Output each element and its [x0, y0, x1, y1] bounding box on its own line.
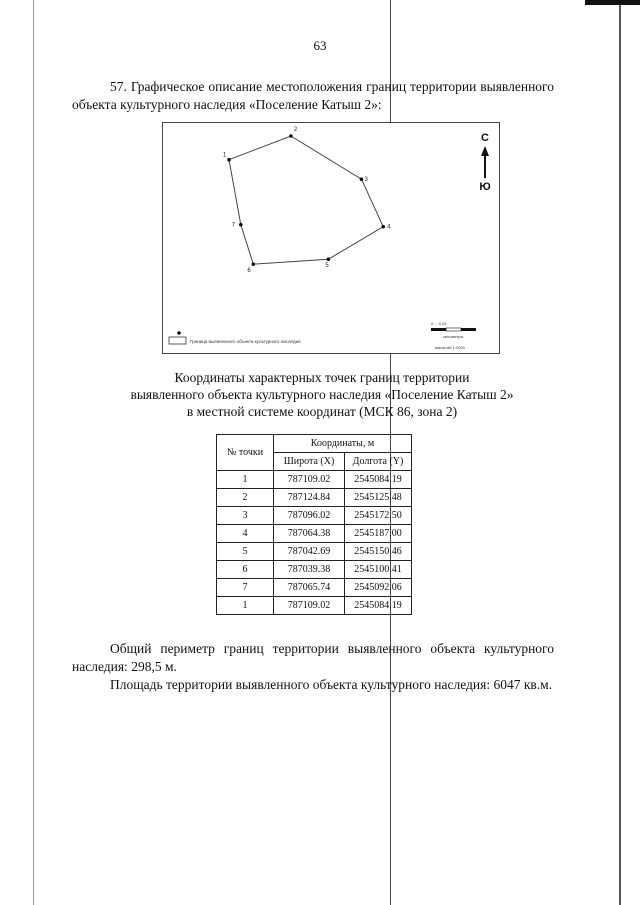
cell-x: 787042.69	[274, 543, 345, 561]
cell-y: 2545125.48	[345, 489, 412, 507]
cell-point: 1	[217, 597, 274, 615]
scale-bar-black	[431, 328, 446, 331]
scale-unit: километры	[443, 334, 464, 339]
point-label-1: 1	[223, 152, 227, 159]
legend-label: Граница выявленного объекта культурного наследия	[190, 339, 301, 344]
scan-line-right	[619, 0, 621, 905]
cell-point: 6	[217, 561, 274, 579]
section-heading: 57. Графическое описание местоположения границ территории выявленного объекта культурного наследия «Поселение Катыш 2»:	[72, 79, 554, 112]
cell-x: 787109.02	[274, 597, 345, 615]
south-label: Ю	[479, 181, 491, 193]
north-label: С	[481, 132, 489, 144]
cell-y: 2545150.46	[345, 543, 412, 561]
table-row	[217, 489, 412, 507]
scan-line-left	[33, 0, 34, 905]
table-row	[217, 597, 412, 615]
page-number: 63	[313, 38, 327, 53]
map-legend	[169, 331, 301, 344]
legend-point-symbol	[177, 331, 181, 335]
header-coords: Координаты, м	[274, 435, 412, 453]
table-row	[217, 507, 412, 525]
boundary-point-6	[252, 262, 256, 266]
cell-y: 2545092.06	[345, 579, 412, 597]
table-row	[217, 525, 412, 543]
header-y: Долгота (Y)	[345, 453, 412, 471]
point-label-7: 7	[231, 222, 236, 229]
point-label-5: 5	[325, 263, 329, 270]
point-label-3: 3	[364, 177, 368, 184]
caption-line-2: выявленного объекта культурного наследия «Поселение Катыш 2»	[130, 387, 514, 402]
cell-y: 2545084.19	[345, 597, 412, 615]
map-figure	[162, 122, 500, 354]
table-row	[217, 561, 412, 579]
legend-swatch	[169, 337, 186, 344]
header-point: № точки	[217, 435, 274, 471]
cell-y: 2545084.19	[345, 471, 412, 489]
cell-point: 4	[217, 525, 274, 543]
scan-corner-mark	[585, 0, 640, 5]
cell-x: 787039.38	[274, 561, 345, 579]
cell-point: 3	[217, 507, 274, 525]
north-arrow-head	[481, 146, 489, 156]
caption-line-1: Координаты характерных точек границ территории	[174, 370, 470, 385]
caption-line-3: в местной системе координат (МСК 86, зона 2)	[186, 404, 458, 419]
scale-bar-white	[446, 328, 461, 331]
table-row	[217, 471, 412, 489]
cell-point: 2	[217, 489, 274, 507]
boundary-point-1	[227, 158, 231, 162]
cell-x: 787065.74	[274, 579, 345, 597]
cell-point: 1	[217, 471, 274, 489]
cell-x: 787124.84	[274, 489, 345, 507]
table-row	[217, 579, 412, 597]
table-row	[217, 543, 412, 561]
scale-label: 0 ... 0,04	[431, 321, 447, 326]
scale-bar-black-2	[461, 328, 476, 331]
boundary-polygon	[229, 136, 383, 264]
cell-y: 2545100.41	[345, 561, 412, 579]
north-arrow	[479, 132, 490, 193]
perimeter-text: Общий периметр границ территории выявленного объекта культурного наследия: 298,5 м.	[72, 641, 554, 674]
cell-point: 7	[217, 579, 274, 597]
boundary-point-3	[360, 177, 364, 181]
point-label-2: 2	[293, 127, 298, 133]
cell-x: 787096.02	[274, 507, 345, 525]
cell-point: 5	[217, 543, 274, 561]
boundary-point-7	[239, 223, 243, 227]
header-x: Широта (X)	[274, 453, 345, 471]
cell-x: 787109.02	[274, 471, 345, 489]
scale-bar	[431, 321, 476, 350]
table-caption	[72, 369, 572, 420]
cell-y: 2545187.00	[345, 525, 412, 543]
boundary-point-4	[381, 225, 385, 229]
point-label-4: 4	[387, 224, 391, 231]
coordinates-table	[216, 434, 412, 615]
area-text: Площадь территории выявленного объекта культурного наследия: 6047 кв.м.	[110, 677, 553, 692]
cell-y: 2545172.50	[345, 507, 412, 525]
point-label-6: 6	[247, 268, 251, 275]
boundary-map	[163, 123, 498, 352]
scale-ratio: масштаб 1:2000	[435, 345, 465, 350]
cell-x: 787064.38	[274, 525, 345, 543]
boundary-point-5	[327, 257, 331, 261]
boundary-point-2	[289, 134, 293, 138]
